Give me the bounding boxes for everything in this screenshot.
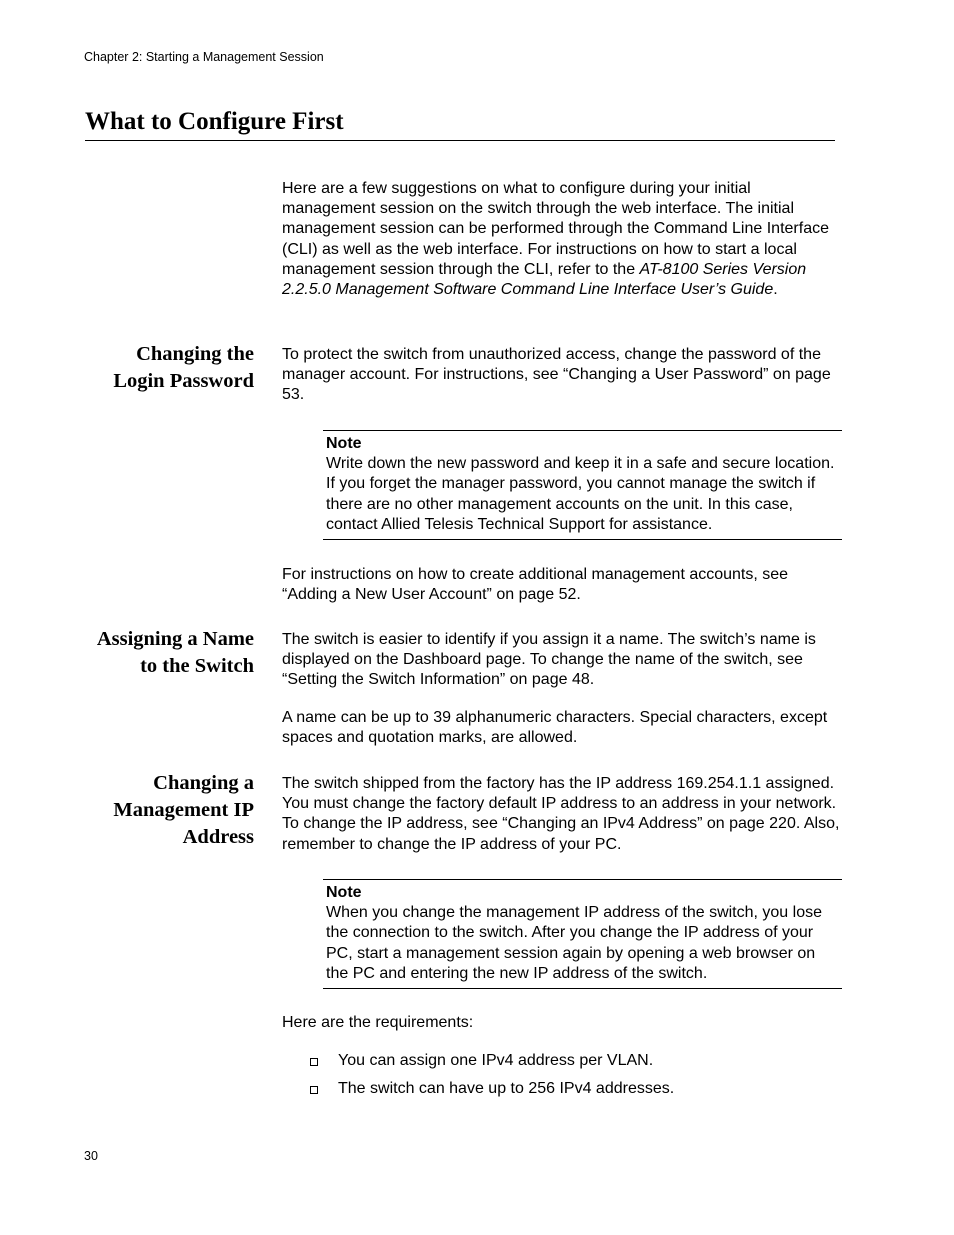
- note-title: Note: [326, 435, 362, 452]
- intro-text: Here are a few suggestions on what to configure during your initial management session on the switch through the web interface. The initial management session can be performed through the Command Line Interface (CLI) as well as the web interface. For instructions on how to start a local management session through the CLI, refer to the: [282, 180, 829, 278]
- heading-line: to the Switch: [140, 655, 254, 677]
- section-heading-ip: [54, 770, 254, 851]
- section-heading-name: [54, 626, 254, 680]
- intro-end: .: [773, 281, 778, 299]
- checkbox-bullet-icon: [310, 1058, 318, 1066]
- heading-line: Changing a: [153, 772, 254, 794]
- heading-line: Login Password: [113, 370, 254, 392]
- password-note: [323, 430, 842, 540]
- checkbox-bullet-icon: [310, 1086, 318, 1094]
- note-text: Write down the new password and keep it in a safe and secure location. If you forget the manager password, you cannot manage the switch if there are no other management accounts on the unit. In this case, contact Allied Telesis Technical Support for assistance.: [326, 455, 835, 533]
- list-item-text: You can assign one IPv4 address per VLAN.: [338, 1052, 654, 1069]
- section-heading-password: [54, 341, 254, 395]
- page-number: 30: [84, 1149, 98, 1163]
- list-item: [310, 1079, 850, 1099]
- password-paragraph: To protect the switch from unauthorized access, change the password of the manager account. For instructions, see “Changing a User Password” on page 53.: [282, 346, 831, 404]
- title-rule: [85, 140, 835, 141]
- heading-line: Assigning a Name: [96, 628, 254, 650]
- running-header: Chapter 2: Starting a Management Session: [84, 50, 324, 64]
- heading-line: Changing the: [136, 343, 254, 365]
- note-title: Note: [326, 884, 362, 901]
- name-paragraph: The switch is easier to identify if you assign it a name. The switch’s name is displayed on the Dashboard page. To change the name of the switch, see “Setting the Switch Information” on page 48.: [282, 631, 816, 689]
- heading-line: Address: [182, 826, 254, 848]
- requirements-intro: Here are the requirements:: [282, 1014, 474, 1031]
- intro-paragraph: [282, 179, 842, 300]
- heading-line: Management IP: [113, 799, 254, 821]
- ip-note: [323, 879, 842, 989]
- requirements-list: [310, 1051, 850, 1107]
- list-item: [310, 1051, 850, 1071]
- page-title: What to Configure First: [85, 108, 344, 135]
- list-item-text: The switch can have up to 256 IPv4 addresses.: [338, 1080, 675, 1097]
- ip-paragraph: The switch shipped from the factory has the IP address 169.254.1.1 assigned. You must change the factory default IP address to an address in your network. To change the IP address, see “Changing an IPv4 Address” on page 220. Also, remember to change the IP address of your PC.: [282, 775, 840, 853]
- note-text: When you change the management IP address of the switch, you lose the connection to the switch. After you change the IP address of your PC, start a management session again by opening a web browser on the PC and entering the new IP address of the switch.: [326, 904, 822, 982]
- name-length-paragraph: A name can be up to 39 alphanumeric characters. Special characters, except spaces and quotation marks, are allowed.: [282, 709, 828, 747]
- accounts-paragraph: For instructions on how to create additional management accounts, see “Adding a New User Account” on page 52.: [282, 566, 789, 604]
- cli-guide-reference: AT-8100 Series Version 2.2.5.0 Management Software Command Line Interface User’s Guide: [282, 260, 807, 299]
